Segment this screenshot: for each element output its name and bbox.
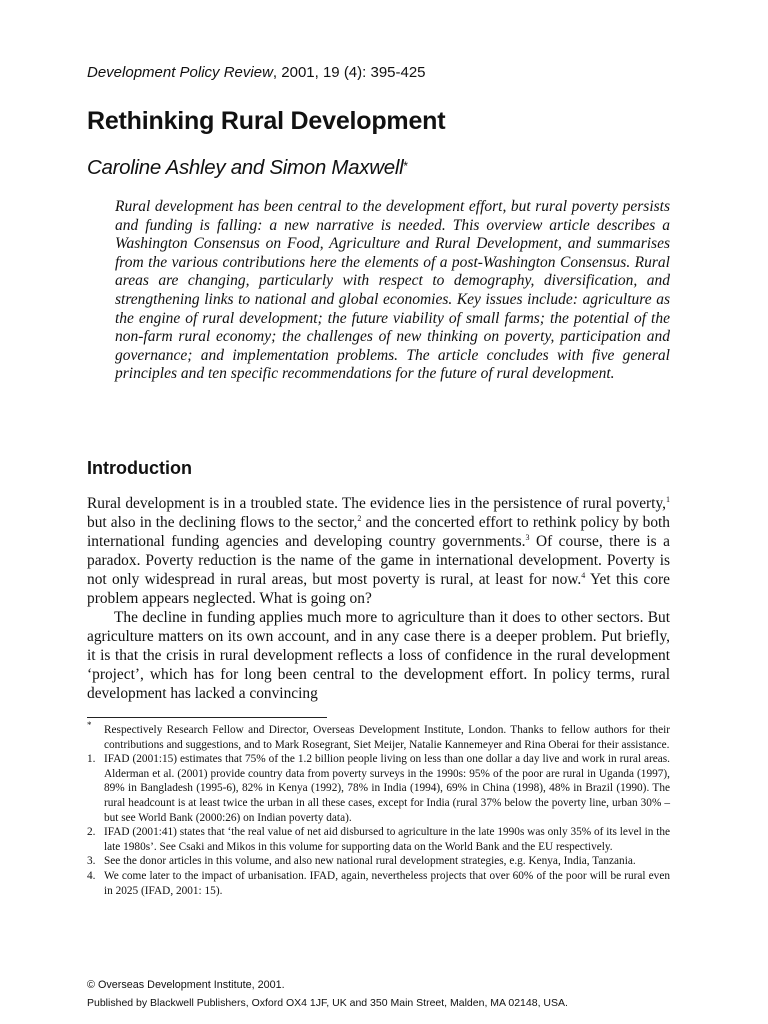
footnote-text: See the donor articles in this volume, and also new national rural development strategies, e.g. Kenya, India, Tanzania. bbox=[104, 855, 636, 868]
journal-citation bbox=[87, 64, 426, 81]
text-segment: but also in the declining flows to the sector, bbox=[87, 514, 358, 531]
abstract: Rural development has been central to the development effort, but rural poverty persists and funding is falling: a new narrative is needed. This overview article describes a Washington Consensus on Food, Agriculture and Rural Development, and summarises from the various contributions here the elements of a post-Washington Consensus. Rural areas are changing, particularly with respect to demography, diversification, and strengthening links to national and global economies. Key issues include: agriculture as the engine of rural development; the future viability of small farms; the potential of the non-farm rural economy; the challenges of new thinking on poverty, participation and governance; and implementation problems. The article concludes with five general principles and ten specific recommendations for the future of rural development. bbox=[115, 198, 670, 383]
footnote-ref-3[interactable]: 3 bbox=[525, 532, 530, 542]
footnote-text: IFAD (2001:15) estimates that 75% of the 1.2 billion people living on less than one dollar a day live and work in rural areas. Alderman et al. (2001) provide country data from poverty surveys in the 1990s: 95% of the poor are rural in Uganda (1997), 89% in Bangladesh (1995-6), 82% in Kenya (1992), 78% in India (1994), 69% in China (1998), 48% in Brazil (1990). The rural headcount is at least twice the urban in all these cases, except for India (rural 37% below the poverty line, urban 30% – but see World Bank (2000:26) on Indian poverty data). bbox=[104, 753, 670, 824]
footnote-text: IFAD (2001:41) states that ‘the real value of net aid disbursed to agriculture in the late 1990s was only 35% of its level in the late 1980s’. See Csaki and Mikos in this volume for supporting data on the World Bank and the EU respectively. bbox=[104, 826, 670, 853]
paragraph-1 bbox=[87, 494, 670, 608]
body-text bbox=[87, 494, 670, 703]
footnote-mark: 2. bbox=[87, 826, 96, 839]
footnote-2 bbox=[87, 825, 670, 854]
footnote-ref-2[interactable]: 2 bbox=[357, 513, 362, 523]
footnote-4 bbox=[87, 869, 670, 898]
publisher-line: Published by Blackwell Publishers, Oxford OX4 1JF, UK and 350 Main Street, Malden, MA 02148, USA. bbox=[87, 997, 568, 1009]
article-authors bbox=[87, 156, 408, 180]
footnote-text: We come later to the impact of urbanisation. IFAD, again, nevertheless projects that over 60% of the poor will be rural even in 2025 (IFAD, 2001: 15). bbox=[104, 869, 670, 897]
footnote-divider bbox=[87, 717, 327, 718]
footnote-ref-4[interactable]: 4 bbox=[581, 570, 586, 580]
journal-name: Development Policy Review bbox=[87, 64, 273, 81]
footnote-3 bbox=[87, 854, 670, 869]
text-segment: Rural development is in a troubled state. The evidence lies in the persistence of rural poverty, bbox=[87, 495, 666, 512]
author-footnote-mark: * bbox=[403, 159, 408, 173]
author-names: Caroline Ashley and Simon Maxwell bbox=[87, 156, 404, 179]
footnote-mark: 1. bbox=[87, 753, 96, 766]
footnote-text: Respectively Research Fellow and Director, Overseas Development Institute, London. Thanks to fellow authors for their contributions and suggestions, and to Mark Rosegrant, Siet Meijer, Natalie Kannemeyer and Rina Oberai for their assistance. bbox=[104, 724, 670, 751]
footnotes bbox=[87, 720, 670, 898]
footnote-star bbox=[87, 720, 670, 752]
footnote-mark: 3. bbox=[87, 855, 96, 868]
footnote-mark: * bbox=[87, 720, 92, 730]
footnote-1 bbox=[87, 752, 670, 825]
journal-volume-pages: , 2001, 19 (4): 395-425 bbox=[272, 64, 426, 81]
copyright-notice: © Overseas Development Institute, 2001. bbox=[87, 979, 285, 991]
text-segment: Yet this core problem appears neglected. What is going on? bbox=[87, 571, 670, 607]
footnote-ref-1[interactable]: 1 bbox=[666, 494, 670, 504]
article-title: Rethinking Rural Development bbox=[87, 107, 446, 135]
text-segment: Of course, there is a paradox. Poverty reduction is the name of the game in international development. Poverty is not only widespread in rural areas, but most poverty is rural, at least for now. bbox=[87, 533, 670, 588]
text-segment: and the concerted effort to rethink policy by both international funding agencies and developing country governments. bbox=[87, 514, 670, 550]
section-heading-introduction: Introduction bbox=[87, 458, 192, 478]
paragraph-2: The decline in funding applies much more to agriculture than it does to other sectors. But agriculture matters on its own account, and in any case there is a deeper problem. Put briefly, it is that the crisis in rural development reflects a loss of confidence in the rural development ‘project’, which has for long been central to the development effort. In policy terms, rural development has lacked a convincing bbox=[87, 609, 670, 702]
footnote-mark: 4. bbox=[87, 869, 96, 882]
